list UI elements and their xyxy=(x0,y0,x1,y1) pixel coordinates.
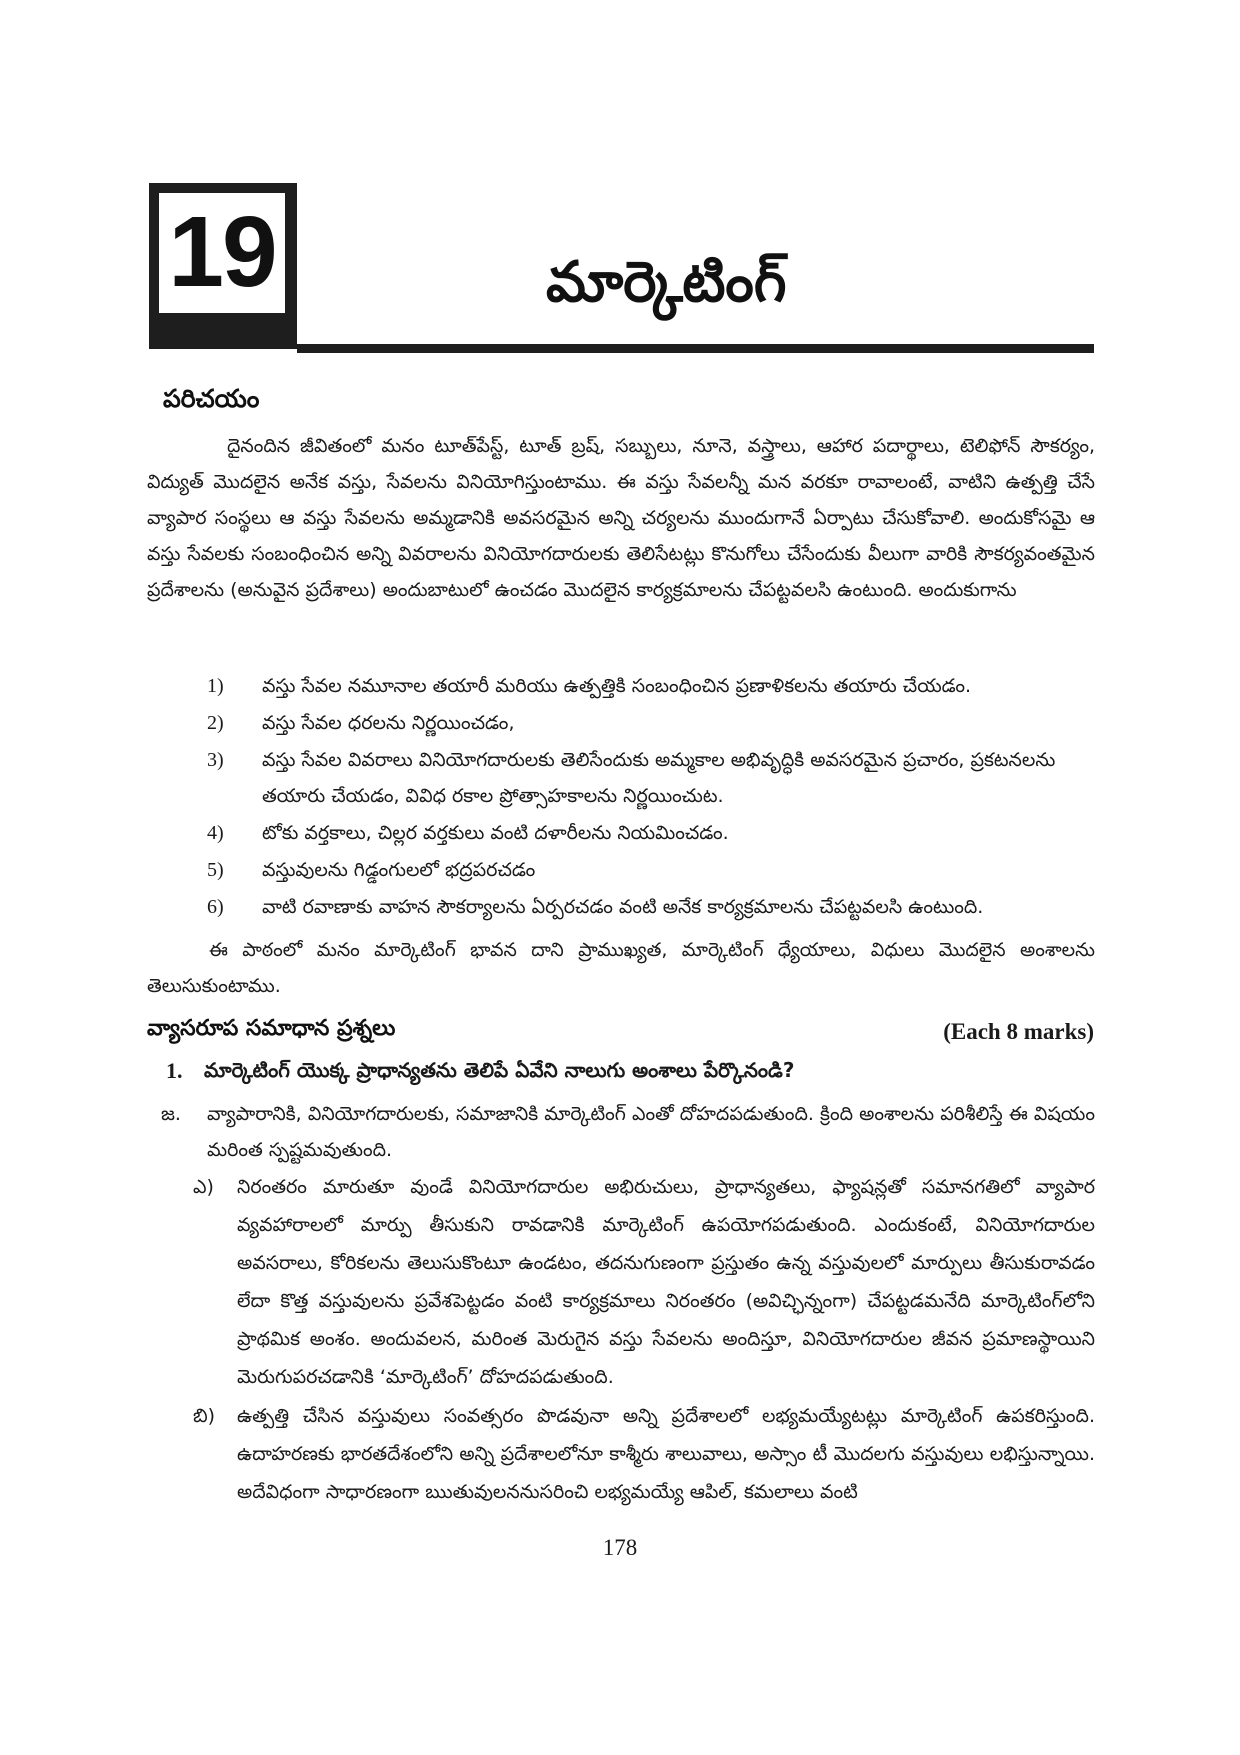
intro-list xyxy=(207,668,1095,926)
list-item-text: వాటి రవాణాకు వాహన సౌకర్యాలను ఏర్పరచడం వంటి అనేక కార్యక్రమాలను చేపట్టవలసి ఉంటుంది. xyxy=(262,896,984,918)
list-item xyxy=(207,852,1095,888)
list-item-number: 6) xyxy=(207,896,224,918)
answer-label: జ. xyxy=(161,1103,181,1125)
chapter-number-box xyxy=(149,183,297,349)
question-text: మార్కెటింగ్ యొక్క ప్రాధాన్యతను తెలిపే ఏవేని నాలుగు అంశాలు పేర్కొనండి? xyxy=(204,1058,795,1082)
chapter-number: 19 xyxy=(156,190,288,316)
list-item-text: టోకు వర్తకాలు, చిల్లర వర్తకులు వంటి దళారీలను నియమించడం. xyxy=(262,822,729,844)
list-item-number: 2) xyxy=(207,712,224,734)
intro-paragraph: దైనందిన జీవితంలో మనం టూత్‌పేస్ట్, టూత్ బ్రష్, సబ్బులు, నూనె, వస్త్రాలు, ఆహార పదార్థాలు, టెలిఫోన్ సౌకర్యం, విద్యుత్ మొదలైన అనేక వస్తు, సేవలను వినియోగిస్తుంటాము. ఈ వస్తు సేవలన్నీ మన వరకూ రావాలంటే, వాటిని ఉత్పత్తి చేసే వ్యాపార సంస్థలు ఆ వస్తు సేవలను అమ్మడానికి అవసరమైన అన్ని చర్యలను ముందుగానే ఏర్పాటు చేసుకోవాలి. అందుకోసమై ఆ వస్తు సేవలకు సంబంధించిన అన్ని వివరాలను వినియోగదారులకు తెలిసేటట్లు కొనుగోలు చేసేందుకు వీలుగా వారికి సౌకర్యవంతమైన ప్రదేశాలను (అనువైన ప్రదేశాలు) అందుబాటులో ఉంచడం మొదలైన కార్యక్రమాలను చేపట్టవలసి ఉంటుంది. అందుకుగాను xyxy=(147,435,1095,601)
list-item xyxy=(207,815,1095,851)
list-item-number: 5) xyxy=(207,859,224,881)
question-1 xyxy=(166,1058,1095,1087)
list-item-text: వస్తు సేవల ధరలను నిర్ణయించడం, xyxy=(262,712,515,734)
chapter-title: మార్కెటింగ్ xyxy=(546,250,787,315)
marks-note: (Each 8 marks) xyxy=(943,1019,1094,1044)
list-item-text: వస్తు సేవల నమూనాల తయారీ మరియు ఉత్పత్తికి సంబంధించిన ప్రణాళికలను తయారు చేయడం. xyxy=(262,675,972,697)
list-item xyxy=(207,889,1095,925)
answer-point-b xyxy=(193,1397,1095,1511)
point-text: ఉత్పత్తి చేసిన వస్తువులు సంవత్సరం పొడవునా అన్ని ప్రదేశాలలో లభ్యమయ్యేటట్లు మార్కెటింగ్ ఉపకరిస్తుంది. ఉదాహరణకు భారతదేశంలోని అన్ని ప్రదేశాలలోనూ కాశ్మీరు శాలువాలు, అస్సాం టీ మొదలగు వస్తువులు లభిస్తున్నాయి. అదేవిధంగా సాధారణంగా ఋతువులననుసరించి లభ్యమయ్యే ఆపిల్, కమలాలు వంటి xyxy=(237,1405,1095,1503)
answer-1 xyxy=(161,1096,1095,1168)
chapter-title-rule xyxy=(297,344,1094,353)
list-item-number: 3) xyxy=(207,749,224,771)
answer-text: వ్యాపారానికి, వినియోగదారులకు, సమాజానికి మార్కెటింగ్ ఎంతో దోహదపడుతుంది. క్రింది అంశాలను పరిశీలిస్తే ఈ విషయం మరింత స్పష్టమవుతుంది. xyxy=(207,1103,1095,1161)
list-item-number: 4) xyxy=(207,822,224,844)
answer-point-a xyxy=(193,1168,1095,1396)
point-label: బి) xyxy=(193,1405,216,1427)
intro-heading: పరిచయం xyxy=(163,384,260,413)
essay-questions-heading: వ్యాసరూప సమాధాన ప్రశ్నలు xyxy=(147,1016,396,1041)
intro-summary: ఈ పాఠంలో మనం మార్కెటింగ్ భావన దాని ప్రాముఖ్యత, మార్కెటింగ్ ధ్యేయాలు, విధులు మొదలైన అంశాలను తెలుసుకుంటాము. xyxy=(147,939,1095,997)
list-item-text: వస్తు సేవల వివరాలు వినియోగదారులకు తెలిసేందుకు అమ్మకాల అభివృద్ధికి అవసరమైన ప్రచారం, ప్రకటనలను తయారు చేయడం, వివిధ రకాల ప్రోత్సాహకాలను నిర్ణయించుట. xyxy=(262,749,1056,807)
list-item xyxy=(207,705,1095,741)
list-item xyxy=(207,742,1095,814)
point-label: ఎ) xyxy=(193,1176,214,1198)
list-item-number: 1) xyxy=(207,675,224,697)
list-item-text: వస్తువులను గిడ్డంగులలో భద్రపరచడం xyxy=(262,859,536,881)
page-number: 178 xyxy=(602,1535,638,1560)
list-item xyxy=(207,668,1095,704)
question-number: 1. xyxy=(166,1058,183,1083)
point-text: నిరంతరం మారుతూ వుండే వినియోగదారుల అభిరుచులు, ప్రాధాన్యతలు, ఫ్యాషన్లతో సమానగతిలో వ్యాపార వ్యవహారాలలో మార్పు తీసుకుని రావడానికి మార్కెటింగ్ ఉపయోగపడుతుంది. ఎందుకంటే, వినియోగదారుల అవసరాలు, కోరికలను తెలుసుకొంటూ ఉండటం, తదనుగుణంగా ప్రస్తుతం ఉన్న వస్తువులలో మార్పులు తీసుకురావడం లేదా కొత్త వస్తువులను ప్రవేశపెట్టడం వంటి కార్యక్రమాలు నిరంతరం (అవిచ్ఛిన్నంగా) చేపట్టడమనేది మార్కెటింగ్‌లోని ప్రాథమిక అంశం. అందువలన, మరింత మెరుగైన వస్తు సేవలను అందిస్తూ, వినియోగదారుల జీవన ప్రమాణస్థాయిని మెరుగుపరచడానికి ‘మార్కెటింగ్’ దోహదపడుతుంది. xyxy=(237,1176,1095,1388)
